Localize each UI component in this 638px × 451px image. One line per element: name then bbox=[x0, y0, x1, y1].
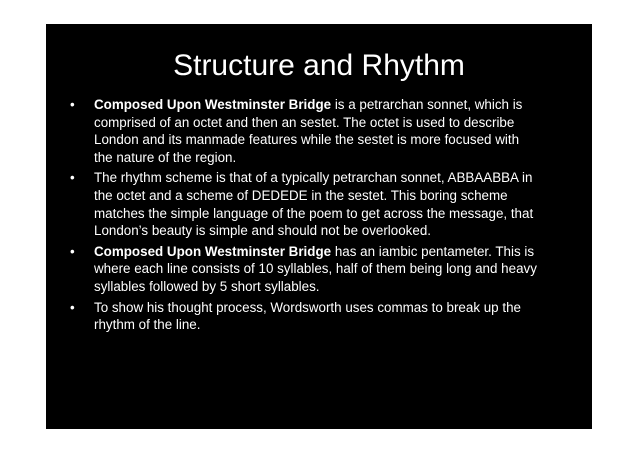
slide-title: Structure and Rhythm bbox=[173, 49, 465, 82]
bullet-icon: • bbox=[70, 97, 75, 112]
bullet-text: The rhythm scheme is that of a typically petrarchan sonnet, ABBAABBA in the octet and a scheme of DEDEDE in the sestet. This boring scheme matches the simple language of the poem to get across the message, that London’s beauty is simple and should not be overlooked. bbox=[94, 170, 534, 239]
bullet-list bbox=[70, 96, 540, 337]
bullet-item bbox=[70, 243, 540, 296]
bullet-text: is a petrarchan sonnet, which is comprised of an octet and then an sestet. The octet is used to describe London and its manmade features while the sestet is more focused with the nature of the region. bbox=[94, 97, 523, 165]
bullet-item bbox=[70, 96, 540, 166]
bullet-bold-text: Composed Upon Westminster Bridge bbox=[94, 97, 332, 112]
bullet-text: To show his thought process, Wordsworth uses commas to break up the rhythm of the line. bbox=[94, 299, 521, 333]
bullet-icon: • bbox=[70, 299, 75, 315]
bullet-item bbox=[70, 169, 540, 239]
slide bbox=[46, 24, 592, 429]
bullet-text: has an iambic pentameter. This is where each line consists of 10 syllables, half of them being long and heavy syllables followed by 5 short syllables. bbox=[94, 243, 537, 294]
bullet-icon: • bbox=[70, 243, 75, 259]
bullet-item bbox=[70, 299, 540, 334]
bullet-icon: • bbox=[70, 170, 75, 186]
bullet-bold-text: Composed Upon Westminster Bridge bbox=[94, 243, 332, 259]
